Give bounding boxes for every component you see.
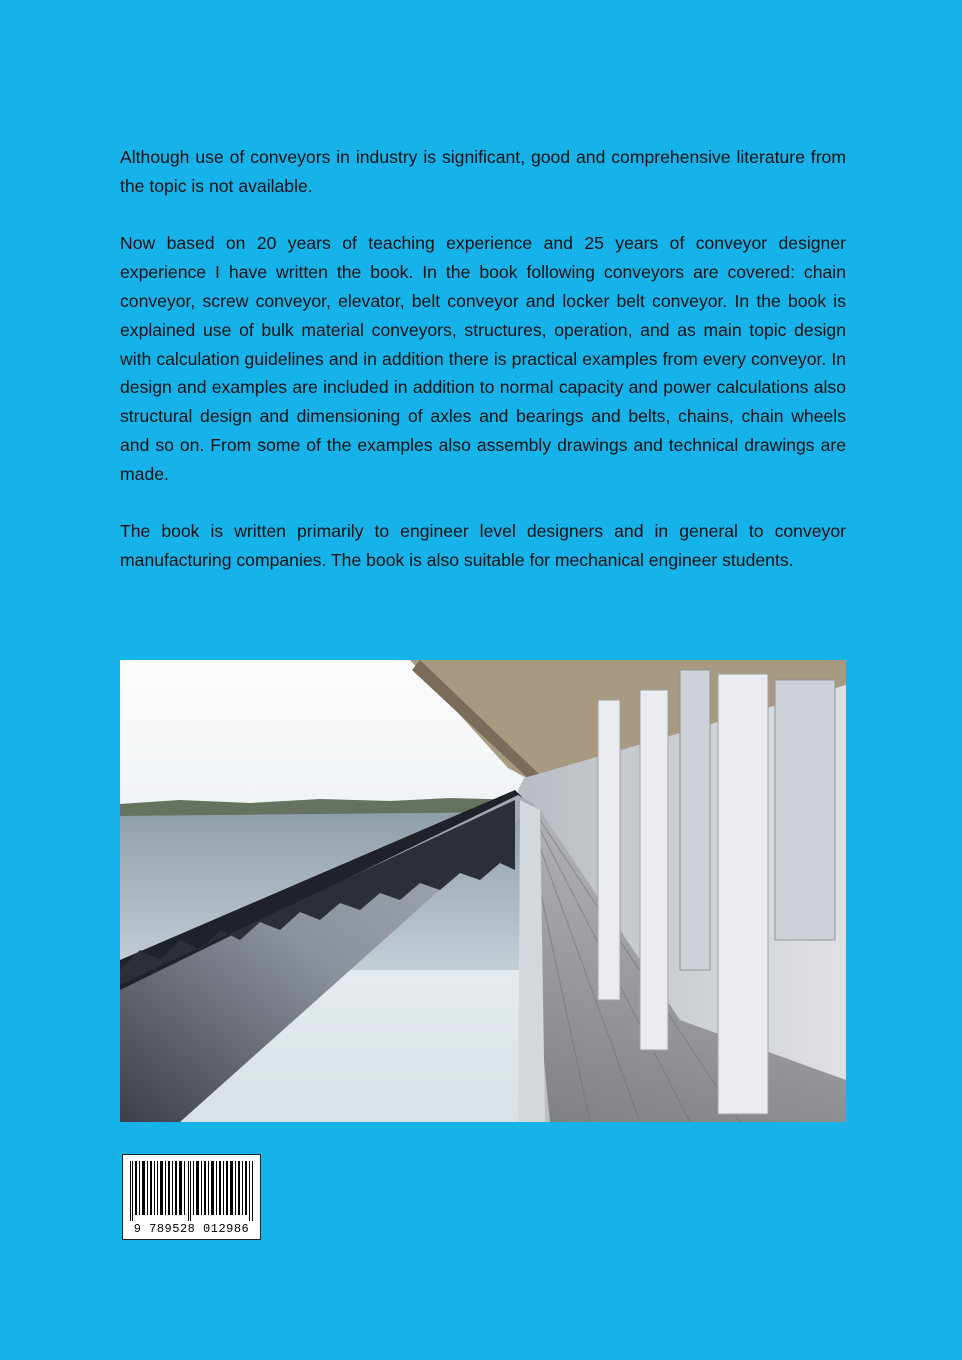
barcode-bars-icon xyxy=(129,1161,256,1221)
blurb-paragraph-2: Now based on 20 years of teaching experience and 25 years of conveyor designer experience I have written the book. In the book following conveyors are covered: chain conveyor, screw conveyor, elevator, belt conveyor and locker belt conveyor. In the book is explained use of bulk material conveyors, structures, operation, and as main topic design with calculation guidelines and in addition there is practical examples from every conveyor. In design and examples are included in addition to normal capacity and power calculations also structural design and dimensioning of axles and bearings and belts, chains, chain wheels and so on. From some of the examples also assembly drawings and technical drawings are made. xyxy=(120,233,846,484)
back-cover-blurb xyxy=(120,143,846,604)
blurb-paragraph-1: Although use of conveyors in industry is significant, good and comprehensive literature from the topic is not available. xyxy=(120,147,846,196)
conveyor-photo xyxy=(120,660,846,1122)
isbn-barcode xyxy=(122,1154,261,1240)
isbn-number: 9 789528 012986 xyxy=(133,1222,250,1236)
blurb-paragraph-3: The book is written primarily to engineer level designers and in general to conveyor manufacturing companies. The book is also suitable for mechanical engineer students. xyxy=(120,521,846,571)
